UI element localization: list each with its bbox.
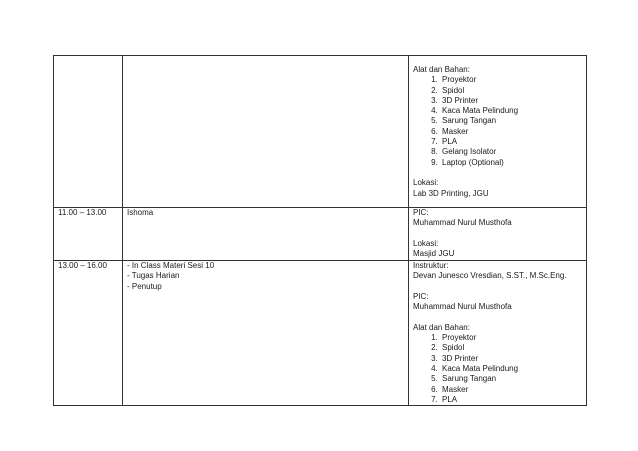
time-cell: 13.00 – 16.00 bbox=[54, 261, 123, 406]
list-item: 2. Spidol bbox=[440, 343, 582, 353]
activity-cell bbox=[123, 56, 409, 208]
lokasi-heading: Lokasi: bbox=[413, 178, 439, 188]
alat-list bbox=[413, 75, 582, 168]
pic-heading: PIC: bbox=[413, 291, 429, 301]
list-item: 5. Sarung Tangan bbox=[440, 116, 582, 126]
activity-item: - Tugas Harian bbox=[127, 271, 180, 281]
alat-heading: Alat dan Bahan: bbox=[413, 322, 470, 332]
details-cell bbox=[409, 261, 587, 406]
list-item: 8. Gelang Isolator bbox=[440, 147, 582, 157]
spacer bbox=[413, 282, 582, 292]
list-item: 2. Spidol bbox=[440, 86, 582, 96]
list-item: 1. Proyektor bbox=[440, 333, 582, 343]
lokasi-value: Lab 3D Printing, JGU bbox=[413, 188, 489, 198]
spacer bbox=[413, 168, 582, 178]
instruktur-heading: Instruktur: bbox=[413, 261, 449, 270]
activity-cell bbox=[123, 261, 409, 406]
list-item: 3. 3D Printer bbox=[440, 354, 582, 364]
activity-item: - In Class Materi Sesi 10 bbox=[127, 261, 215, 270]
list-item: 4. Kaca Mata Pelindung bbox=[440, 364, 582, 374]
list-item: 7. PLA bbox=[440, 395, 582, 405]
details-cell bbox=[409, 208, 587, 261]
activity-item: - Penutup bbox=[127, 281, 162, 291]
table-row bbox=[54, 261, 587, 406]
list-item: 1. Proyektor bbox=[440, 75, 582, 85]
list-item: 6. Masker bbox=[440, 127, 582, 137]
details-cell bbox=[409, 56, 587, 208]
table-row bbox=[54, 56, 587, 208]
lokasi-value: Masjid JGU bbox=[413, 249, 455, 259]
list-item: 4. Kaca Mata Pelindung bbox=[440, 106, 582, 116]
instruktur-value: Devan Junesco Vresdian, S.ST., M.Sc.Eng. bbox=[413, 271, 567, 281]
pic-heading: PIC: bbox=[413, 208, 429, 217]
activity-item: Ishoma bbox=[127, 208, 154, 217]
pic-value: Muhammad Nurul Musthofa bbox=[413, 302, 512, 312]
table-row bbox=[54, 208, 587, 261]
spacer bbox=[413, 312, 582, 322]
alat-heading: Alat dan Bahan: bbox=[413, 65, 470, 74]
schedule-table bbox=[53, 55, 587, 406]
list-item: 3. 3D Printer bbox=[440, 96, 582, 106]
pic-value: Muhammad Nurul Musthofa bbox=[413, 218, 512, 228]
alat-list bbox=[413, 333, 582, 405]
list-item: 6. Masker bbox=[440, 385, 582, 395]
list-item: 9. Laptop (Optional) bbox=[440, 158, 582, 168]
time-cell bbox=[54, 56, 123, 208]
spacer bbox=[413, 229, 582, 239]
time-cell: 11.00 – 13.00 bbox=[54, 208, 123, 261]
lokasi-heading: Lokasi: bbox=[413, 238, 439, 248]
list-item: 5. Sarung Tangan bbox=[440, 374, 582, 384]
activity-cell bbox=[123, 208, 409, 261]
list-item: 7. PLA bbox=[440, 137, 582, 147]
